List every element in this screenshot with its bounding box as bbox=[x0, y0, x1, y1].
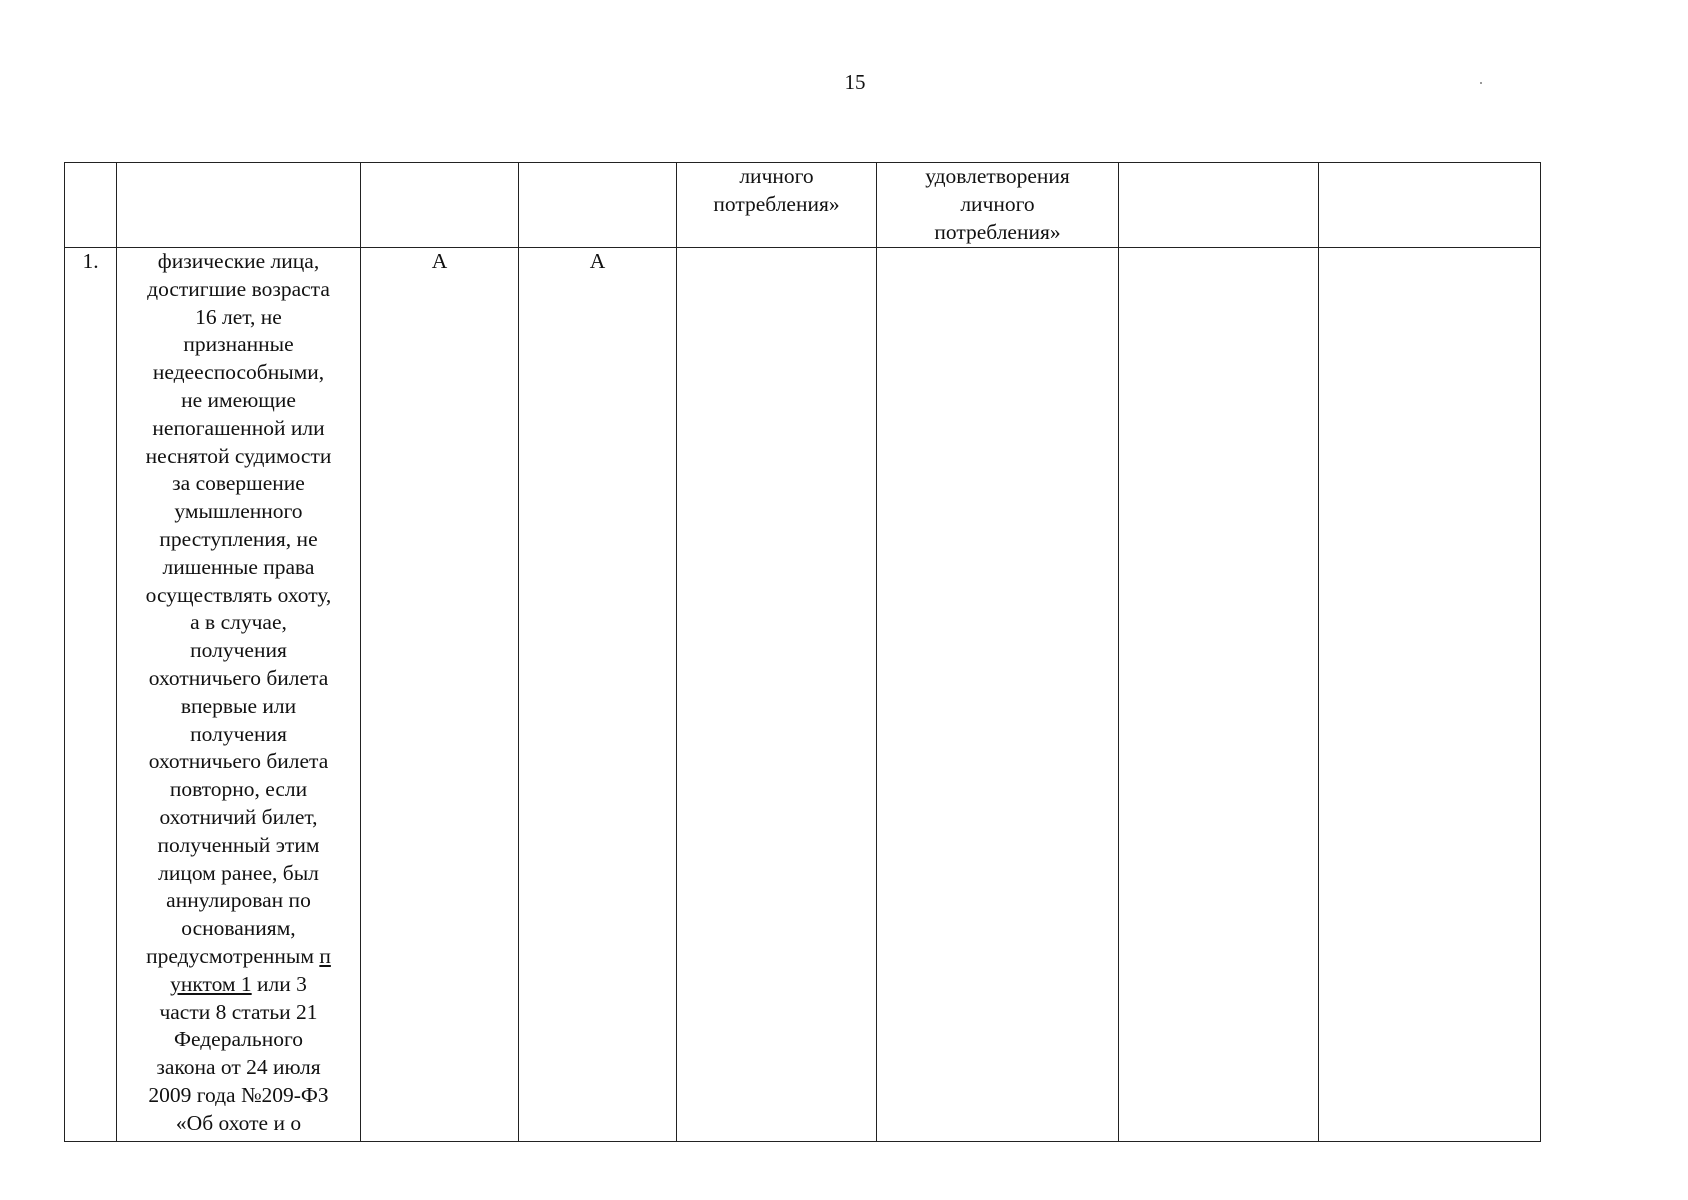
scan-speck bbox=[1480, 82, 1482, 84]
header-cell-6: удовлетворения личного потребления» bbox=[877, 163, 1119, 248]
row-cell-5 bbox=[677, 248, 877, 1142]
header-cell-7 bbox=[1119, 163, 1319, 248]
description-text-after-link: или 3 части 8 статьи 21 Федерального закона от 24 июля 2009 года №209-ФЗ «Об охоте и о bbox=[148, 971, 329, 1135]
header-cell-3 bbox=[361, 163, 519, 248]
row-cell-8 bbox=[1319, 248, 1541, 1142]
header-cell-5: личного потребления» bbox=[677, 163, 877, 248]
page-number: 15 bbox=[844, 70, 866, 94]
table-row bbox=[65, 248, 1541, 1142]
row-description bbox=[117, 248, 361, 1142]
header-cell-2 bbox=[117, 163, 361, 248]
row-cell-6 bbox=[877, 248, 1119, 1142]
document-table bbox=[64, 162, 1541, 1142]
row-number: 1. bbox=[65, 248, 117, 1142]
row-cell-3: А bbox=[361, 248, 519, 1142]
table-header-row bbox=[65, 163, 1541, 248]
header-cell-4 bbox=[519, 163, 677, 248]
header-cell-1 bbox=[65, 163, 117, 248]
row-cell-7 bbox=[1119, 248, 1319, 1142]
header-cell-8 bbox=[1319, 163, 1541, 248]
description-link-punkt-1[interactable]: п унктом 1 bbox=[170, 943, 331, 996]
description-text-before-link: физические лица, достигшие возраста 16 лет, не признанные недееспособными, не имеющие непогашенной или неснятой судимости за совершение умышленного преступления, не лишенные права осуществлять охоту, а в случае, получения охотничьего билета впервые или получения охотничьего билета повторно, если охотничий билет, полученный этим лицом ранее, был аннулирован по основаниям, предусмотренным bbox=[145, 249, 332, 968]
row-cell-4: А bbox=[519, 248, 677, 1142]
